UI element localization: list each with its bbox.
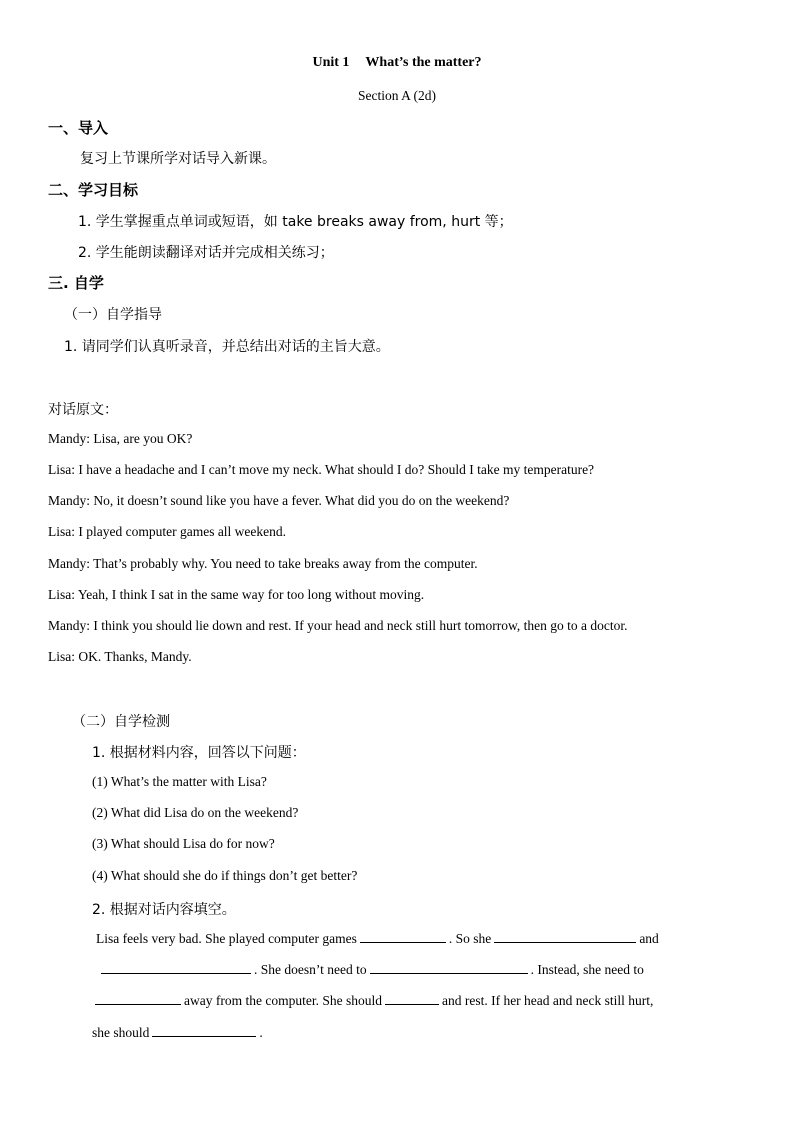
goal-item-2: 2. 学生能朗读翻译对话并完成相关练习；	[78, 245, 334, 261]
goal-item-1: 1. 学生掌握重点单词或短语，如 take breaks away from, hurt 等；	[78, 214, 513, 230]
question-item: (2) What did Lisa do on the weekend?	[92, 805, 299, 820]
dialogue-label: 对话原文：	[48, 402, 118, 418]
question-item: (3) What should Lisa do for now?	[92, 836, 275, 851]
dialogue-line: Mandy: Lisa, are you OK?	[48, 431, 193, 446]
guide-heading: （一）自学指导	[64, 307, 162, 323]
blank-7[interactable]	[152, 1024, 256, 1037]
q1-heading: 1. 根据材料内容，回答以下问题：	[92, 745, 306, 761]
blank-5[interactable]	[95, 992, 181, 1005]
section-subtitle: Section A (2d)	[358, 88, 436, 103]
intro-heading: 一、导入	[48, 119, 109, 137]
self-study-heading: 三. 自学	[48, 274, 104, 292]
fill-line-1: Lisa feels very bad. She played computer games . So she and	[96, 931, 659, 946]
unit-label: Unit 1	[312, 55, 350, 70]
dialogue-line: Mandy: That’s probably why. You need to take breaks away from the computer.	[48, 556, 478, 571]
blank-6[interactable]	[385, 992, 439, 1005]
blank-3[interactable]	[101, 961, 251, 974]
dialogue-line: Mandy: No, it doesn’t sound like you have a fever. What did you do on the weekend?	[48, 493, 510, 508]
unit-title: What’s the matter?	[365, 55, 482, 70]
fill-line-3: away from the computer. She should and rest. If her head and neck still hurt,	[92, 992, 653, 1009]
check-heading: （二）自学检测	[72, 714, 170, 730]
dialogue-line: Lisa: Yeah, I think I sat in the same way for too long without moving.	[48, 587, 425, 602]
blank-1[interactable]	[360, 930, 446, 943]
dialogue-line: Mandy: I think you should lie down and rest. If your head and neck still hurt tomorrow, then go to a doctor.	[48, 618, 628, 633]
guide-item: 1. 请同学们认真听录音，并总结出对话的主旨大意。	[64, 339, 390, 355]
fill-line-2: . She doesn’t need to . Instead, she need to	[98, 961, 644, 978]
goals-heading: 二、学习目标	[48, 181, 139, 199]
dialogue-line: Lisa: OK. Thanks, Mandy.	[48, 649, 192, 664]
intro-text: 复习上节课所学对话导入新课。	[80, 151, 276, 167]
blank-2[interactable]	[494, 930, 636, 943]
question-item: (1) What’s the matter with Lisa?	[92, 774, 267, 789]
blank-4[interactable]	[370, 961, 528, 974]
question-item: (4) What should she do if things don’t get better?	[92, 868, 358, 883]
q2-heading: 2. 根据对话内容填空。	[92, 902, 236, 918]
dialogue-line: Lisa: I played computer games all weekend.	[48, 524, 287, 539]
dialogue-line: Lisa: I have a headache and I can’t move my neck. What should I do? Should I take my temperature?	[48, 462, 595, 477]
fill-line-4: she should .	[92, 1025, 263, 1040]
page-title	[0, 55, 794, 71]
